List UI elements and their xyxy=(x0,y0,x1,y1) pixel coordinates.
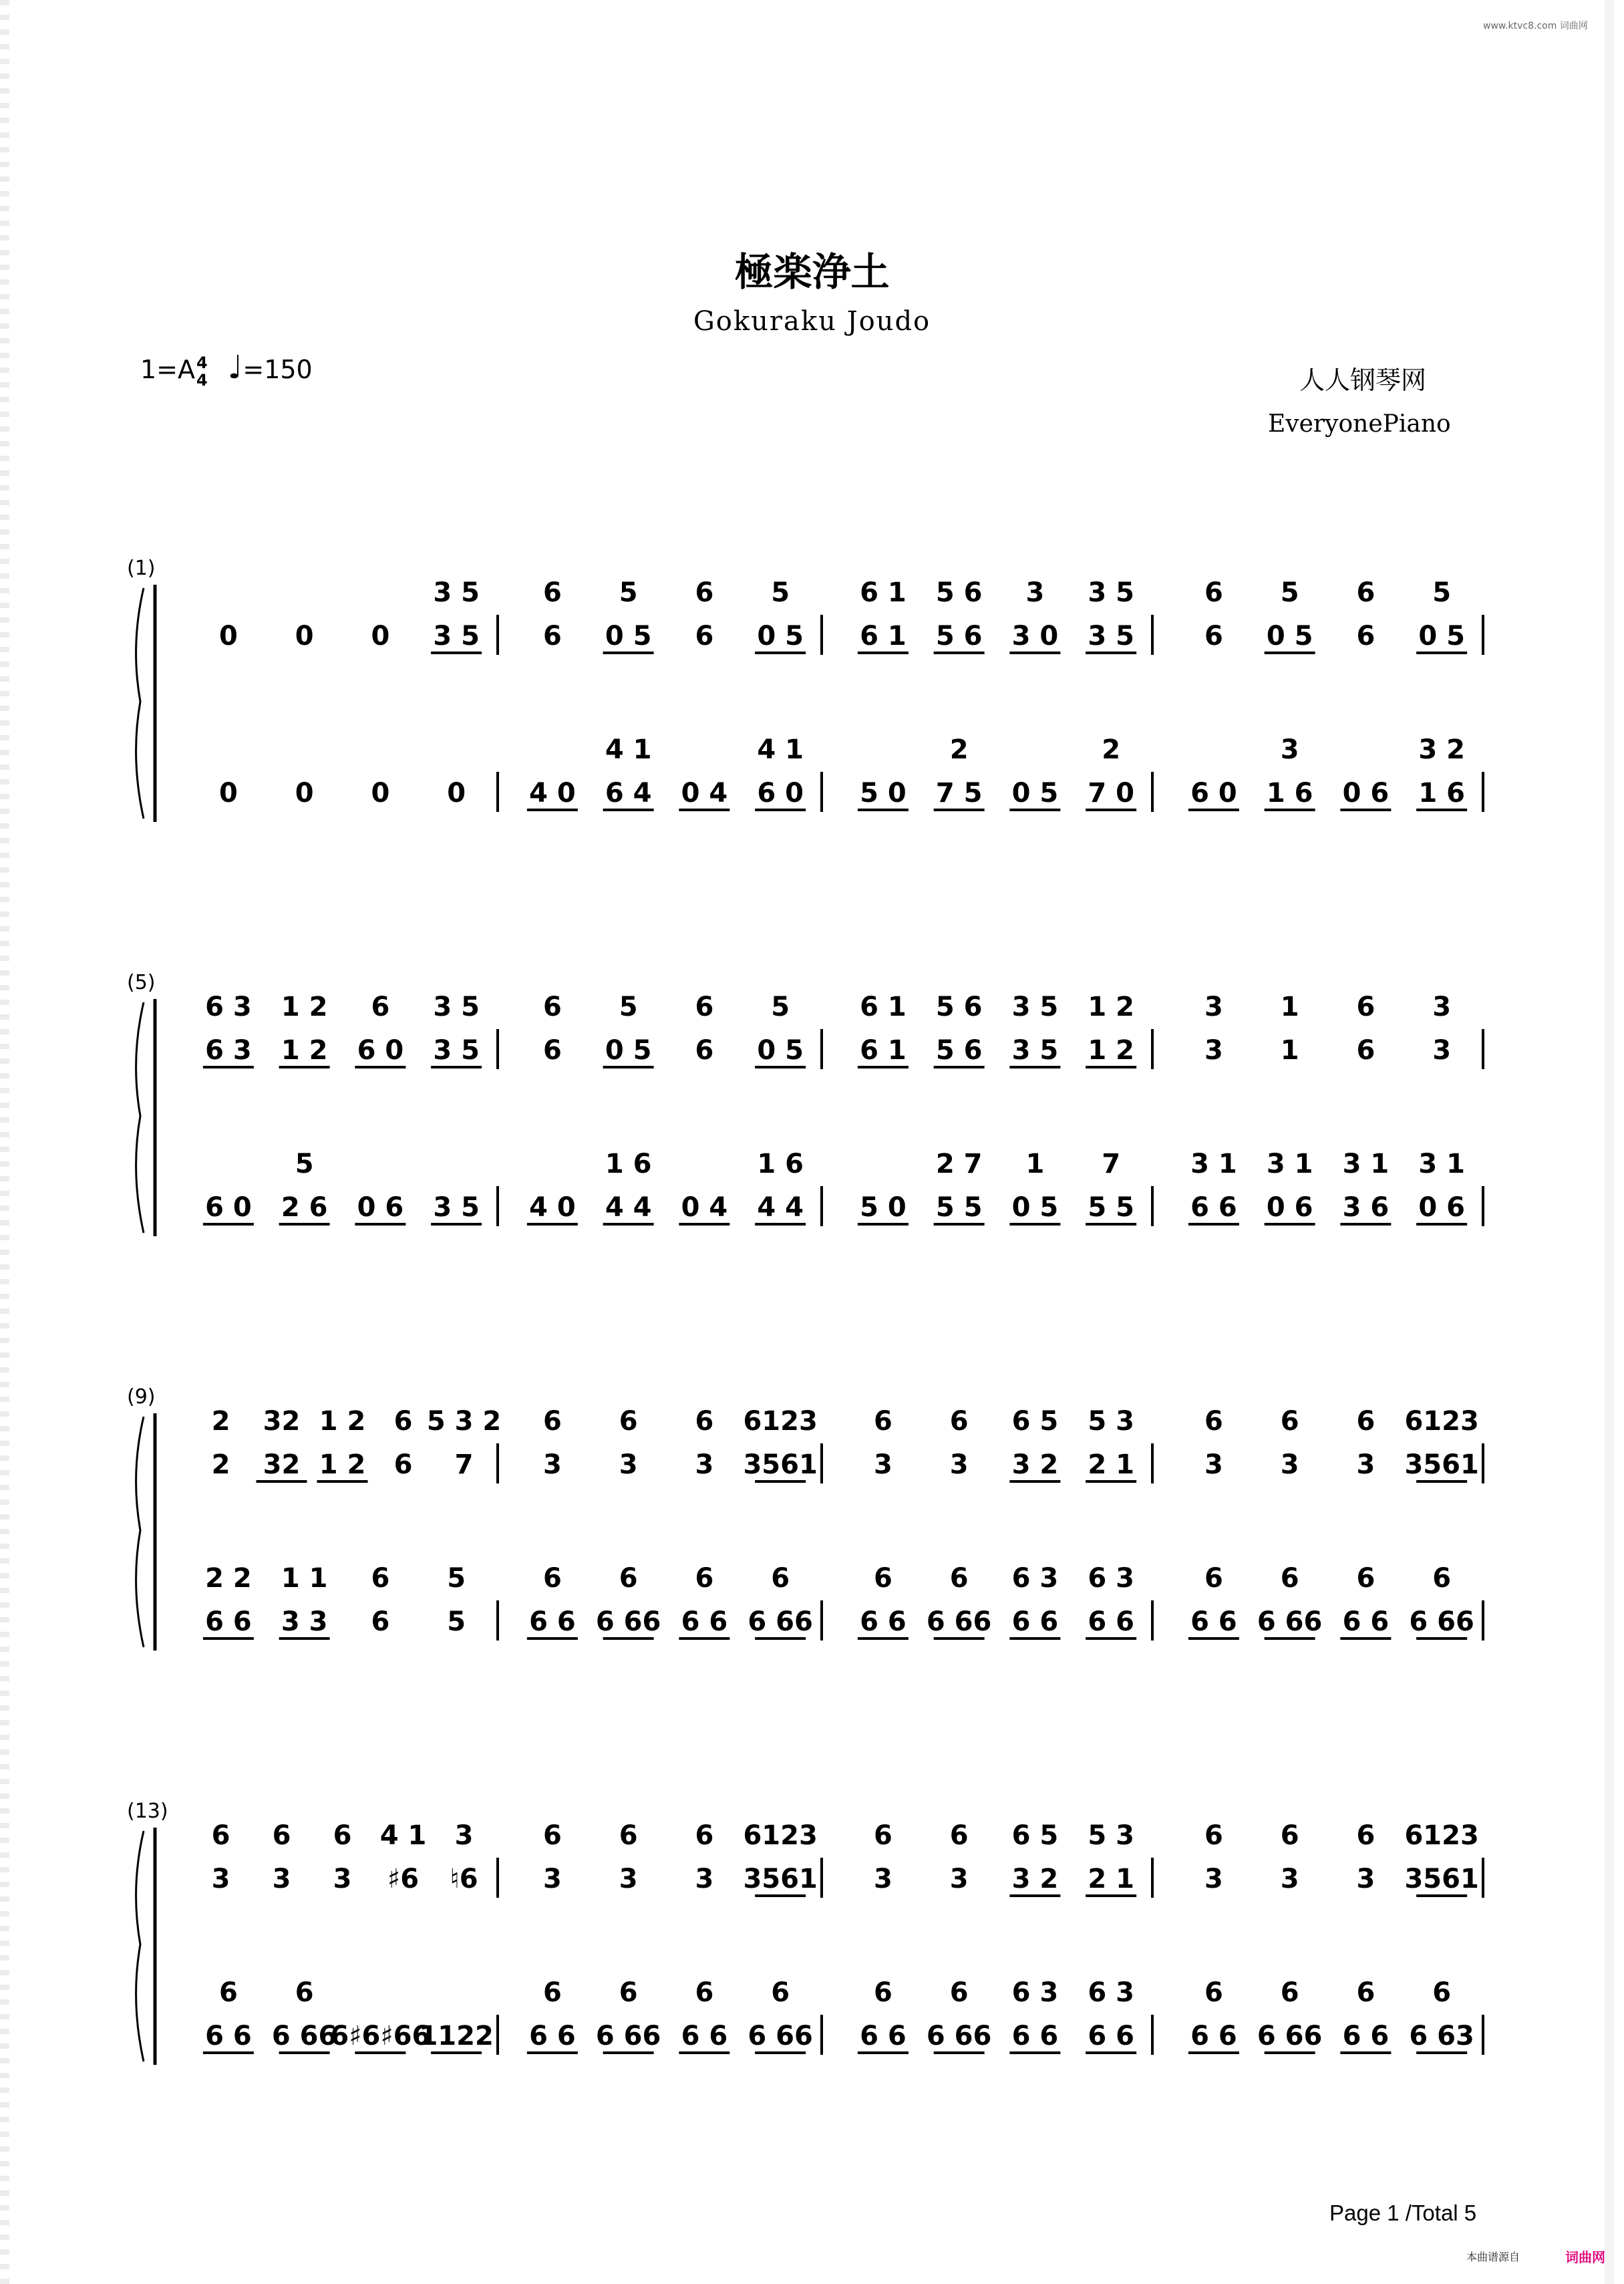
lh-upper-note: 6 xyxy=(218,1977,238,2008)
lh-upper-note: 7 xyxy=(1102,1149,1121,1179)
lh-upper-note: 4 1 xyxy=(605,734,652,765)
rh-upper-note: 6 xyxy=(619,1820,638,1851)
lh-note: 7 0 xyxy=(1088,778,1134,809)
rh-note: 6 xyxy=(542,1035,562,1066)
rh-note: 3 xyxy=(1432,1035,1452,1066)
lh-note: 6 6 xyxy=(529,1606,576,1637)
rh-note: ♯6 xyxy=(387,1864,420,1894)
lh-upper-note: 1 xyxy=(1025,1149,1045,1179)
rh-upper-note: 6 xyxy=(949,1820,969,1851)
lh-note: 1122 xyxy=(419,2021,494,2051)
lh-upper-note: 6 xyxy=(1356,1563,1375,1594)
rh-note: 3 xyxy=(1204,1864,1223,1894)
measure-number: (9) xyxy=(127,1385,156,1409)
lh-upper-note: 6 xyxy=(1280,1977,1299,2008)
rh-note: 3 5 xyxy=(433,1035,480,1066)
lh-note: 6 6 xyxy=(1342,2021,1390,2051)
lh-upper-note: 2 2 xyxy=(205,1563,252,1594)
rh-note: 3 2 xyxy=(1011,1449,1059,1480)
rh-upper-note: 4 1 xyxy=(379,1820,427,1851)
rh-note: 6 0 xyxy=(357,1035,404,1066)
rh-upper-note: 2 xyxy=(211,1406,230,1437)
lh-note: 4 4 xyxy=(605,1192,652,1223)
lh-upper-note: 1 1 xyxy=(281,1563,328,1594)
time-denominator: 4 xyxy=(196,370,208,390)
lh-note: 6 6 xyxy=(681,1606,728,1637)
rh-upper-note: 5 xyxy=(1432,577,1452,608)
lh-note: 3 6 xyxy=(1342,1192,1390,1223)
rh-upper-note: 6 xyxy=(542,1406,562,1437)
rh-upper-note: 6 xyxy=(211,1820,230,1851)
lh-note: 6 6 xyxy=(529,2021,576,2051)
rh-note: 6 xyxy=(393,1449,413,1480)
rh-upper-note: 5 xyxy=(1280,577,1299,608)
rh-upper-note: 3 xyxy=(1432,992,1452,1022)
lh-note: 6 63 xyxy=(1409,2021,1474,2051)
lh-upper-note: 6 xyxy=(1432,1977,1452,2008)
lh-upper-note: 6 xyxy=(695,1977,714,2008)
rh-upper-note: 6 xyxy=(542,577,562,608)
rh-note: 3 xyxy=(873,1449,892,1480)
rh-note: 7 xyxy=(454,1449,474,1480)
lh-upper-note: 5 xyxy=(447,1563,466,1594)
song-subtitle: Gokuraku Joudo xyxy=(693,306,931,337)
rh-upper-note: 6 xyxy=(371,992,390,1022)
rh-upper-note: 3 5 xyxy=(433,577,480,608)
rh-upper-note: 6 xyxy=(542,1820,562,1851)
rh-note: 0 xyxy=(371,621,390,652)
rh-note: 3 xyxy=(1280,1449,1299,1480)
rh-upper-note: 6 xyxy=(1280,1820,1299,1851)
lh-note: 6 6 xyxy=(205,2021,252,2051)
lh-note: 6 0 xyxy=(757,778,804,809)
rh-upper-note: 6 3 xyxy=(205,992,252,1022)
page-footer: Page 1 /Total 5 xyxy=(1329,2200,1477,2225)
rh-upper-note: 1 xyxy=(1280,992,1299,1022)
rh-note: 6 xyxy=(542,621,562,652)
rh-note: 3561 xyxy=(1404,1864,1479,1894)
rh-note: 3 xyxy=(1204,1449,1223,1480)
lh-upper-note: 1 6 xyxy=(605,1149,652,1179)
lh-upper-note: 6 xyxy=(1356,1977,1375,2008)
rh-upper-note: 5 xyxy=(771,577,790,608)
rh-upper-note: 6 xyxy=(695,1406,714,1437)
rh-note: 3 xyxy=(542,1864,562,1894)
lh-note: 1 6 xyxy=(1418,778,1465,809)
rh-upper-note: 6 xyxy=(695,577,714,608)
lh-upper-note: 3 2 xyxy=(1418,734,1465,765)
lh-upper-note: 3 xyxy=(1280,734,1299,765)
lh-upper-note: 2 xyxy=(1102,734,1121,765)
rh-upper-note: 6 xyxy=(695,992,714,1022)
publisher-english: EveryonePiano xyxy=(1268,410,1451,438)
lh-note: 6 6 xyxy=(1088,1606,1134,1637)
lh-note: 4 0 xyxy=(529,1192,576,1223)
rh-upper-note: 6123 xyxy=(743,1820,818,1851)
lh-upper-note: 2 xyxy=(949,734,969,765)
rh-upper-note: 3 5 xyxy=(433,992,480,1022)
lh-note: 0 xyxy=(447,778,466,809)
lh-upper-note: 6 xyxy=(949,1977,969,2008)
lh-note: 6 66 xyxy=(748,2021,813,2051)
rh-upper-note: 6123 xyxy=(1404,1406,1479,1437)
lh-upper-note: 6 xyxy=(771,1563,790,1594)
rh-upper-note: 6 xyxy=(1356,577,1375,608)
lh-note: 0 xyxy=(218,778,238,809)
lh-note: 6♯6♯66 xyxy=(330,2021,431,2051)
rh-note: 3561 xyxy=(743,1864,818,1894)
quarter-note-icon: ♩ xyxy=(227,349,243,386)
brand-source-text: 本曲谱源自 xyxy=(1466,2251,1520,2263)
lh-note: 0 6 xyxy=(1418,1192,1465,1223)
rh-note: 3 xyxy=(873,1864,892,1894)
rh-note: 0 5 xyxy=(1266,621,1313,652)
rh-note: 3561 xyxy=(1404,1449,1479,1480)
rh-note: 6 3 xyxy=(205,1035,252,1066)
measure-number: (1) xyxy=(127,557,156,580)
lh-note: 0 xyxy=(371,778,390,809)
lh-note: 6 66 xyxy=(595,2021,661,2051)
lh-upper-note: 6 xyxy=(295,1977,314,2008)
rh-note: 3 xyxy=(1356,1449,1375,1480)
site-url: www.ktvc8.com 词曲网 xyxy=(1483,21,1588,31)
lh-upper-note: 6 3 xyxy=(1088,1563,1134,1594)
lh-upper-note: 2 7 xyxy=(935,1149,983,1179)
rh-note: 2 1 xyxy=(1088,1449,1134,1480)
rh-note: 3 xyxy=(695,1864,714,1894)
lh-upper-note: 3 1 xyxy=(1266,1149,1313,1179)
rh-upper-note: 1 2 xyxy=(319,1406,366,1437)
rh-upper-note: 5 3 xyxy=(1088,1820,1134,1851)
lh-note: 6 66 xyxy=(748,1606,813,1637)
lh-upper-note: 6 xyxy=(619,1563,638,1594)
lh-upper-note: 3 1 xyxy=(1342,1149,1390,1179)
lh-upper-note: 5 xyxy=(295,1149,314,1179)
rh-upper-note: 6 xyxy=(949,1406,969,1437)
rh-note: 3561 xyxy=(743,1449,818,1480)
rh-note: 3 xyxy=(1280,1864,1299,1894)
rh-upper-note: 6 xyxy=(1204,1406,1223,1437)
lh-note: 6 6 xyxy=(1190,2021,1237,2051)
lh-note: 6 6 xyxy=(1088,2021,1134,2051)
rh-note: 3 0 xyxy=(1011,621,1059,652)
lh-upper-note: 6 xyxy=(771,1977,790,2008)
lh-note: 6 66 xyxy=(1257,1606,1323,1637)
measure-number: (5) xyxy=(127,971,156,994)
rh-note: 3 5 xyxy=(433,621,480,652)
rh-note: 3 5 xyxy=(1011,1035,1059,1066)
rh-upper-note: 3 5 xyxy=(1088,577,1134,608)
rh-upper-note: 5 xyxy=(619,992,638,1022)
lh-upper-note: 1 6 xyxy=(757,1149,804,1179)
system-brace xyxy=(136,588,144,819)
lh-upper-note: 3 1 xyxy=(1190,1149,1237,1179)
rh-upper-note: 6 xyxy=(1356,1406,1375,1437)
lh-note: 1 6 xyxy=(1266,778,1313,809)
rh-upper-note: 1 2 xyxy=(1088,992,1134,1022)
rh-note: 0 5 xyxy=(605,621,652,652)
lh-note: 6 0 xyxy=(205,1192,252,1223)
rh-note: 3 5 xyxy=(1088,621,1134,652)
rh-upper-note: 6 xyxy=(1204,1820,1223,1851)
lh-note: 4 0 xyxy=(529,778,576,809)
lh-note: 6 4 xyxy=(605,778,652,809)
lh-note: 6 6 xyxy=(681,2021,728,2051)
lh-note: 0 5 xyxy=(1011,778,1059,809)
rh-upper-note: 6 xyxy=(1356,1820,1375,1851)
lh-note: 7 5 xyxy=(935,778,983,809)
lh-note: 6 6 xyxy=(1190,1192,1237,1223)
lh-note: 5 5 xyxy=(1088,1192,1134,1223)
rh-upper-note: 6 xyxy=(873,1820,892,1851)
song-title: 極楽浄土 xyxy=(734,249,890,295)
lh-note: 3 3 xyxy=(281,1606,328,1637)
rh-note: 0 5 xyxy=(757,1035,804,1066)
rh-upper-note: 6 xyxy=(619,1406,638,1437)
lh-note: 6 6 xyxy=(1011,2021,1059,2051)
rh-note: 2 1 xyxy=(1088,1864,1134,1894)
rh-note: 1 2 xyxy=(319,1449,366,1480)
rh-note: 3 2 xyxy=(1011,1864,1059,1894)
rh-upper-note: 6 xyxy=(393,1406,413,1437)
lh-upper-note: 6 xyxy=(1204,1563,1223,1594)
rh-note: 6 1 xyxy=(860,621,907,652)
time-numerator: 4 xyxy=(196,353,208,372)
rh-upper-note: 3 xyxy=(454,1820,474,1851)
rh-note: 0 5 xyxy=(605,1035,652,1066)
rh-note: 2 xyxy=(211,1449,230,1480)
lh-upper-note: 6 3 xyxy=(1011,1563,1059,1594)
lh-note: 0 4 xyxy=(681,778,728,809)
lh-upper-note: 6 xyxy=(949,1563,969,1594)
lh-note: 5 0 xyxy=(860,1192,907,1223)
lh-note: 6 6 xyxy=(205,1606,252,1637)
rh-upper-note: 6 xyxy=(333,1820,352,1851)
rh-note: 3 xyxy=(272,1864,291,1894)
lh-note: 0 4 xyxy=(681,1192,728,1223)
lh-note: 6 66 xyxy=(271,2021,337,2051)
publisher-chinese: 人人钢琴网 xyxy=(1299,366,1427,395)
lh-note: 6 6 xyxy=(1190,1606,1237,1637)
rh-note: 3 xyxy=(1204,1035,1223,1066)
rh-note: 3 xyxy=(695,1449,714,1480)
lh-note: 6 6 xyxy=(1011,1606,1059,1637)
rh-upper-note: 5 3 2 xyxy=(426,1406,502,1437)
system-brace xyxy=(136,1002,144,1233)
rh-note: 3 xyxy=(1356,1864,1375,1894)
lh-note: 5 0 xyxy=(860,778,907,809)
lh-upper-note: 6 3 xyxy=(1011,1977,1059,2008)
rh-upper-note: 6 xyxy=(542,992,562,1022)
lh-upper-note: 6 xyxy=(1280,1563,1299,1594)
lh-upper-note: 6 xyxy=(542,1977,562,2008)
lh-note: 3 5 xyxy=(433,1192,480,1223)
rh-upper-note: 6 5 xyxy=(1011,1820,1059,1851)
rh-upper-note: 6 xyxy=(873,1406,892,1437)
rh-note: 3 xyxy=(619,1449,638,1480)
rh-note: 3 xyxy=(542,1449,562,1480)
rh-note: 0 xyxy=(218,621,238,652)
rh-upper-note: 6 xyxy=(1356,992,1375,1022)
rh-note: 1 2 xyxy=(281,1035,328,1066)
measure-number: (13) xyxy=(127,1800,168,1823)
lh-note: 2 6 xyxy=(281,1192,328,1223)
rh-note: 6 xyxy=(1356,1035,1375,1066)
rh-note: 3 xyxy=(949,1449,969,1480)
rh-note: 6 xyxy=(1356,621,1375,652)
rh-upper-note: 1 2 xyxy=(281,992,328,1022)
rh-upper-note: 5 xyxy=(771,992,790,1022)
lh-note: 4 4 xyxy=(757,1192,804,1223)
lh-note: 0 xyxy=(295,778,314,809)
rh-upper-note: 6 xyxy=(1204,577,1223,608)
rh-upper-note: 3 xyxy=(1204,992,1223,1022)
tempo-marking: =150 xyxy=(242,355,313,384)
lh-upper-note: 6 xyxy=(542,1563,562,1594)
lh-note: 6 66 xyxy=(926,2021,992,2051)
rh-note: 3 xyxy=(949,1864,969,1894)
lh-note: 0 6 xyxy=(1266,1192,1313,1223)
rh-note: 3 xyxy=(211,1864,230,1894)
lh-note: 0 6 xyxy=(357,1192,404,1223)
system-brace xyxy=(136,1417,144,1647)
rh-note: 5 6 xyxy=(935,621,983,652)
lh-upper-note: 6 3 xyxy=(1088,1977,1134,2008)
lh-note: 5 xyxy=(447,1606,466,1637)
lh-upper-note: 6 xyxy=(1432,1563,1452,1594)
rh-upper-note: 6 1 xyxy=(860,577,907,608)
rh-upper-note: 5 xyxy=(619,577,638,608)
lh-upper-note: 4 1 xyxy=(757,734,804,765)
rh-note: 6 xyxy=(695,1035,714,1066)
rh-note: 0 5 xyxy=(757,621,804,652)
lh-upper-note: 6 xyxy=(695,1563,714,1594)
lh-upper-note: 6 xyxy=(1204,1977,1223,2008)
system-brace xyxy=(136,1831,144,2061)
rh-note: ♮6 xyxy=(450,1864,478,1894)
rh-upper-note: 3 5 xyxy=(1011,992,1059,1022)
lh-note: 6 0 xyxy=(1190,778,1237,809)
rh-upper-note: 5 6 xyxy=(935,992,983,1022)
rh-note: 3 xyxy=(619,1864,638,1894)
lh-upper-note: 6 xyxy=(619,1977,638,2008)
lh-note: 0 5 xyxy=(1011,1192,1059,1223)
lh-note: 6 xyxy=(371,1606,390,1637)
lh-note: 6 6 xyxy=(860,2021,907,2051)
brand-logo-text: 词曲网 xyxy=(1565,2249,1605,2265)
lh-upper-note: 6 xyxy=(873,1563,892,1594)
rh-note: 0 5 xyxy=(1418,621,1465,652)
rh-upper-note: 3 xyxy=(1025,577,1045,608)
rh-upper-note: 6 1 xyxy=(860,992,907,1022)
rh-upper-note: 6 5 xyxy=(1011,1406,1059,1437)
rh-note: 5 6 xyxy=(935,1035,983,1066)
lh-note: 6 66 xyxy=(926,1606,992,1637)
rh-upper-note: 32 xyxy=(263,1406,301,1437)
rh-upper-note: 5 6 xyxy=(935,577,983,608)
lh-note: 6 66 xyxy=(1257,2021,1323,2051)
rh-note: 6 xyxy=(695,621,714,652)
rh-upper-note: 6 xyxy=(272,1820,291,1851)
rh-upper-note: 5 3 xyxy=(1088,1406,1134,1437)
lh-note: 6 6 xyxy=(1342,1606,1390,1637)
rh-note: 32 xyxy=(263,1449,301,1480)
rh-note: 0 xyxy=(295,621,314,652)
rh-note: 1 2 xyxy=(1088,1035,1134,1066)
lh-note: 0 6 xyxy=(1342,778,1390,809)
rh-note: 3 xyxy=(333,1864,352,1894)
lh-note: 6 66 xyxy=(595,1606,661,1637)
lh-note: 5 5 xyxy=(935,1192,983,1223)
lh-note: 6 66 xyxy=(1409,1606,1474,1637)
lh-upper-note: 6 xyxy=(371,1563,390,1594)
rh-upper-note: 6123 xyxy=(743,1406,818,1437)
lh-upper-note: 3 1 xyxy=(1418,1149,1465,1179)
lh-upper-note: 6 xyxy=(873,1977,892,2008)
rh-upper-note: 6 xyxy=(1280,1406,1299,1437)
rh-note: 1 xyxy=(1280,1035,1299,1066)
rh-upper-note: 6 xyxy=(695,1820,714,1851)
key-signature: 1=A xyxy=(140,355,196,384)
rh-note: 6 1 xyxy=(860,1035,907,1066)
rh-note: 6 xyxy=(1204,621,1223,652)
lh-note: 6 6 xyxy=(860,1606,907,1637)
rh-upper-note: 6123 xyxy=(1404,1820,1479,1851)
